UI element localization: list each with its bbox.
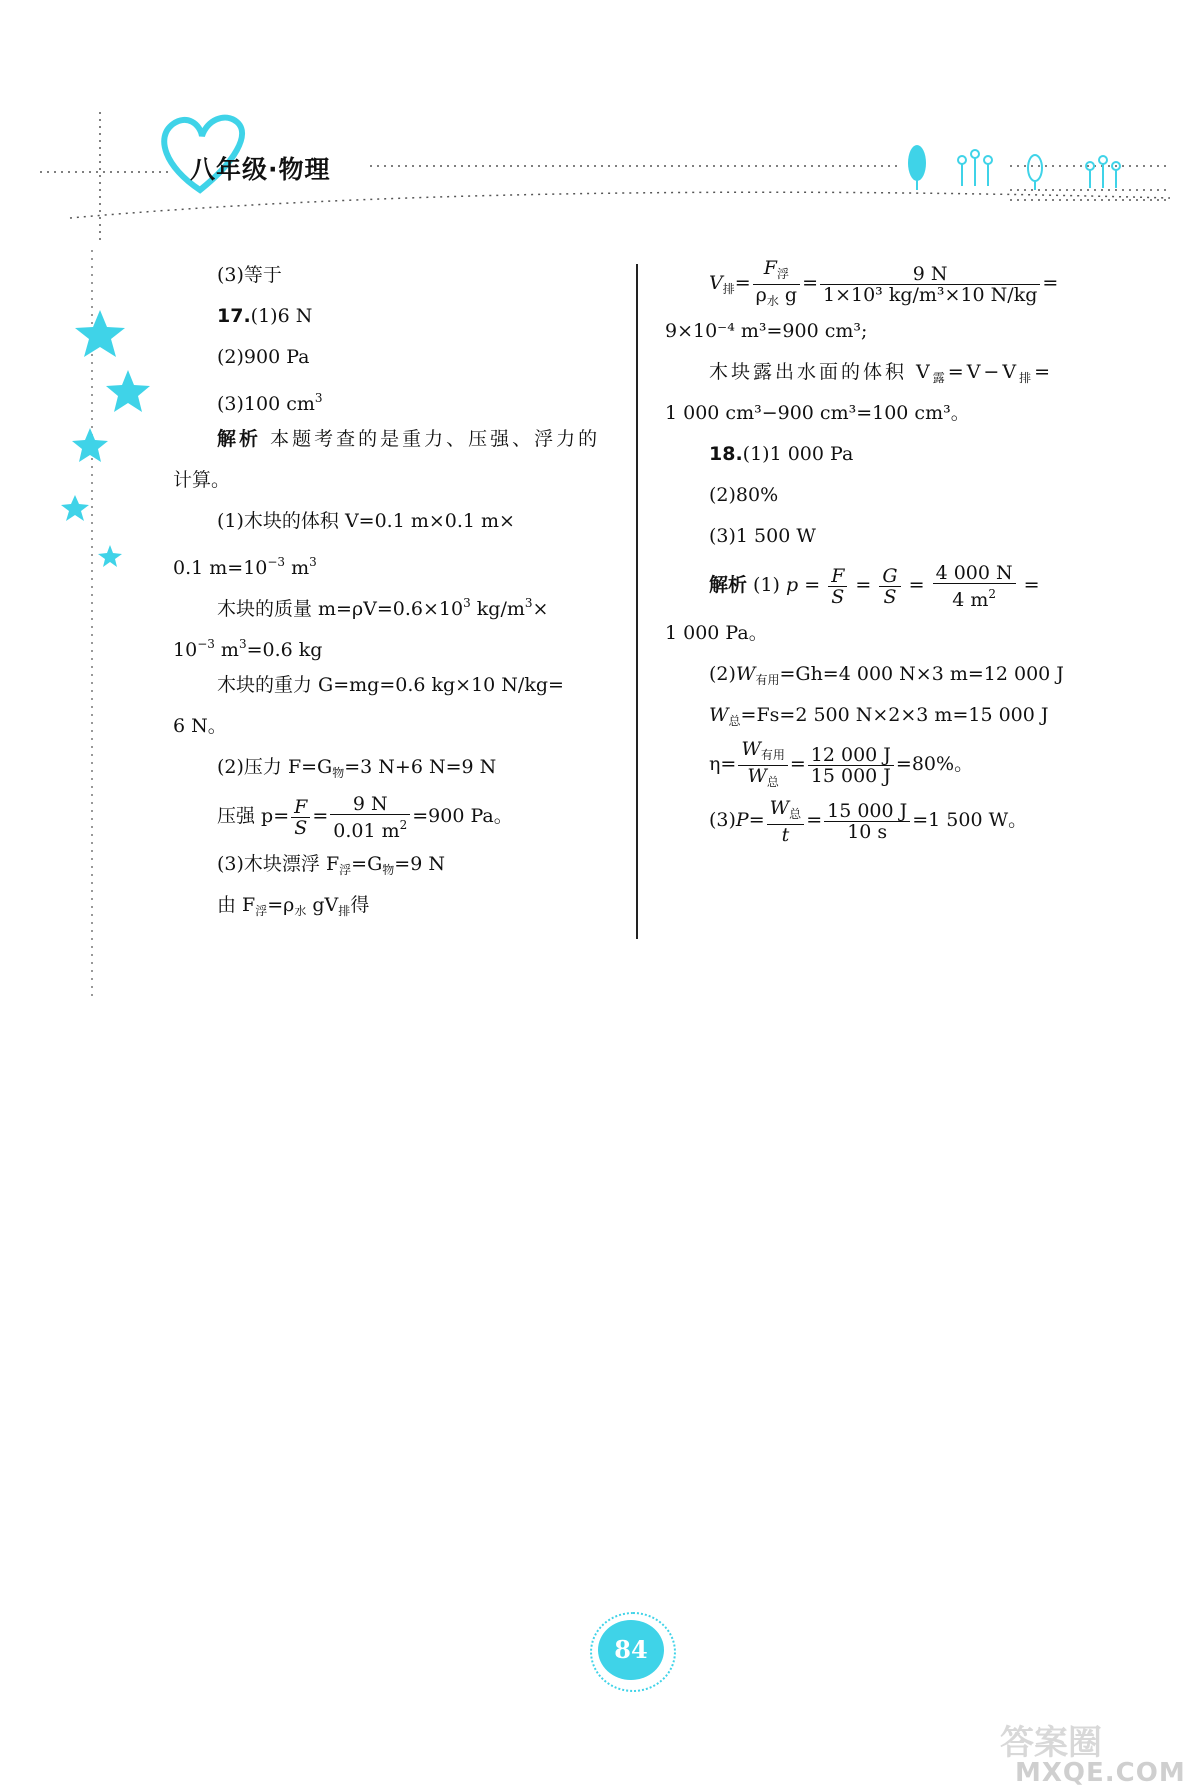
question-17: 17.(1)6 N: [217, 305, 313, 327]
analysis-line: 1 000 cm³−900 cm³=100 cm³。: [665, 402, 970, 424]
analysis-line: $10^{-3}$ $m^3=0.6$ kg: [173, 637, 323, 661]
analysis-line: 6 N。: [173, 715, 227, 737]
analysis-line: 由 $F_浮=\rho_水$ $gV_排$得: [217, 894, 370, 918]
page-header-title: 八年级·物理: [190, 155, 331, 184]
star-icon: [98, 545, 122, 567]
analysis-line: 0.1 $m=10^{-3}$ $m^3$: [173, 555, 317, 579]
analysis-line: 解析 本题考查的是重力、压强、浮力的: [217, 428, 601, 450]
answer-line: (2)900 Pa: [217, 346, 310, 368]
analysis-line: 解析 (1) p = $\frac{F}{S}$ = $\frac{G}{S}$ = $\frac{4 000 N}{4 m^2}$ =: [709, 561, 1040, 611]
star-icon: [72, 428, 108, 462]
analysis-line: 木块露出水面的体积 $V_露=V-V_排=$: [709, 361, 1054, 385]
analysis-line: 木块的质量 $m=\rho V=0.6\times 10^3$ $kg/m^3\times$: [217, 596, 549, 620]
analysis-line: 压强 p= $\frac{F}{S}$ = $\frac{9 N}{0.01 m^2}$ =900 Pa。: [217, 792, 513, 842]
analysis-line: (2)压力 $F=G_物=3$ N+6 N=9 N: [217, 756, 497, 780]
analysis-line: 9×10⁻⁴ m³=900 cm³;: [665, 320, 868, 342]
answer-line: (3)1 500 W: [709, 525, 816, 547]
analysis-line: 计算。: [173, 469, 231, 491]
analysis-line: $(2)W_{有用}=Gh=4$ 000 N×3 m=12 000 J: [709, 663, 1064, 687]
watermark-logo: 答案圈: [1000, 1723, 1102, 1763]
analysis-line: (3)P= $\frac{W_总}{t}$ = $\frac{15 000 J}{10 s}$ =1 500 W。: [709, 796, 1028, 846]
analysis-line: (1)木块的体积 V=0.1 m×0.1 m×: [217, 510, 515, 532]
star-icon: [61, 495, 89, 521]
analysis-line: (3)木块漂浮 $F_浮=G_物=9$ N: [217, 853, 445, 877]
column-divider: [636, 264, 638, 939]
star-icon: [106, 370, 150, 412]
answer-line: (3)等于: [217, 264, 282, 286]
answer-line: (2)80%: [709, 484, 779, 506]
analysis-line: $V_排=$ $\frac{F_浮}{\rho_水 g}$ = $\frac{9 N}{\text{1×10³ kg/m³×10 N/kg}}$ =: [709, 256, 1059, 308]
watermark-url: MXQE.COM: [1015, 1758, 1186, 1788]
answer-line: (3)100 $cm^3$: [217, 391, 323, 415]
question-18: 18.(1)1 000 Pa: [709, 443, 854, 465]
star-icon: [75, 310, 125, 357]
analysis-line: η= $\frac{W_{有用}}{W_总}$ = $\frac{12 000 J}{15 000 J}$ =80%。: [709, 737, 974, 789]
analysis-line: 木块的重力 G=mg=0.6 kg×10 N/kg=: [217, 674, 564, 696]
page-number: 84: [598, 1620, 664, 1680]
left-column: [173, 255, 618, 926]
analysis-line: $W_总=Fs=2$ 500 N×2×3 m=15 000 J: [709, 704, 1049, 728]
analysis-line: 1 000 Pa。: [665, 622, 768, 644]
right-column: [665, 255, 1110, 848]
